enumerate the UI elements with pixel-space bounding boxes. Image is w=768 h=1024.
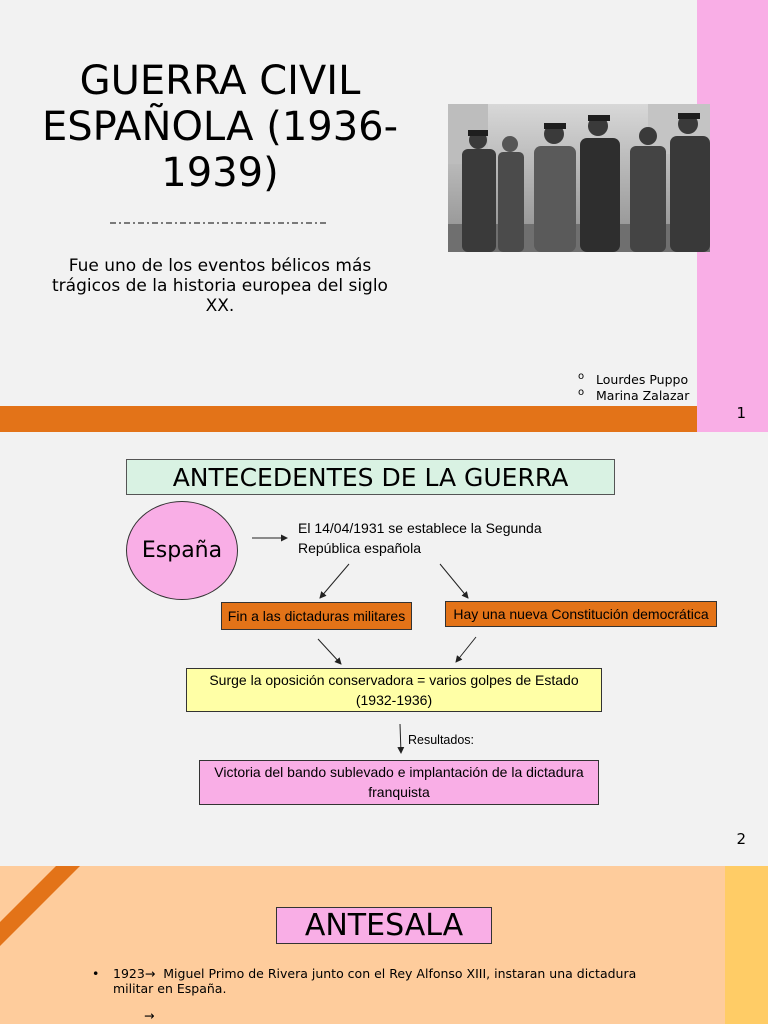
arrow-icon: →	[144, 1008, 155, 1023]
author-item	[578, 372, 689, 388]
slide-3	[0, 866, 768, 1024]
page-number: 2	[736, 830, 746, 848]
event-text	[298, 518, 542, 558]
event-line: República española	[298, 540, 421, 556]
slide-1-title: GUERRA CIVIL ESPAÑOLA (1936-1939)	[41, 58, 399, 196]
espana-circle: España	[126, 501, 238, 600]
arrow-to-middle-right	[456, 637, 476, 662]
bullet-text: Miguel Primo de Rivera junto con el Rey Alfonso XIII, instaran una dictadura militar en España.	[113, 966, 637, 996]
arrow-icon: →	[144, 966, 156, 981]
circle-bullet-icon: o	[578, 387, 585, 398]
box-line: (1932-1936)	[355, 692, 433, 708]
author-list	[578, 372, 689, 404]
box-line: franquista	[368, 784, 430, 800]
arrow-to-result	[400, 724, 401, 753]
box-new-constitution: Hay una nueva Constitución democrática	[445, 601, 717, 627]
box-conservative-opposition	[186, 668, 602, 712]
circle-bullet-icon: o	[578, 371, 585, 382]
results-label: Resultados:	[408, 733, 475, 747]
page-number: 1	[736, 404, 746, 422]
orange-bottom-bar	[0, 406, 697, 432]
slide-1	[0, 0, 768, 432]
box-end-dictatorships: Fin a las dictaduras militares	[221, 602, 412, 630]
bullet-list	[92, 966, 662, 996]
box-line: Surge la oposición conservadora = varios golpes de Estado	[209, 672, 579, 688]
slide-3-heading: ANTESALA	[276, 907, 492, 944]
historical-photo	[448, 104, 710, 252]
list-item	[92, 966, 662, 996]
orange-diagonal-stripe	[0, 866, 80, 946]
slide-1-subtitle: Fue uno de los eventos bélicos más trágicos de la historia europea del siglo XX.	[52, 256, 388, 316]
bullet-icon: •	[92, 966, 100, 981]
slide-2-heading: ANTECEDENTES DE LA GUERRA	[126, 459, 615, 495]
arrow-down-left	[320, 564, 349, 598]
box-result	[199, 760, 599, 805]
slide-2	[0, 432, 768, 866]
gold-side-bar	[725, 866, 768, 1024]
author-name: Lourdes Puppo	[596, 372, 689, 387]
event-line: El 14/04/1931 se establece la Segunda	[298, 520, 542, 536]
author-item	[578, 388, 689, 404]
box-line: Victoria del bando sublevado e implantación de la dictadura	[214, 764, 584, 780]
arrow-down-right	[440, 564, 468, 598]
dash-divider	[110, 216, 326, 228]
author-name: Marina Zalazar	[596, 388, 690, 403]
bullet-year: 1923	[113, 966, 145, 981]
arrow-to-middle-left	[318, 639, 341, 664]
